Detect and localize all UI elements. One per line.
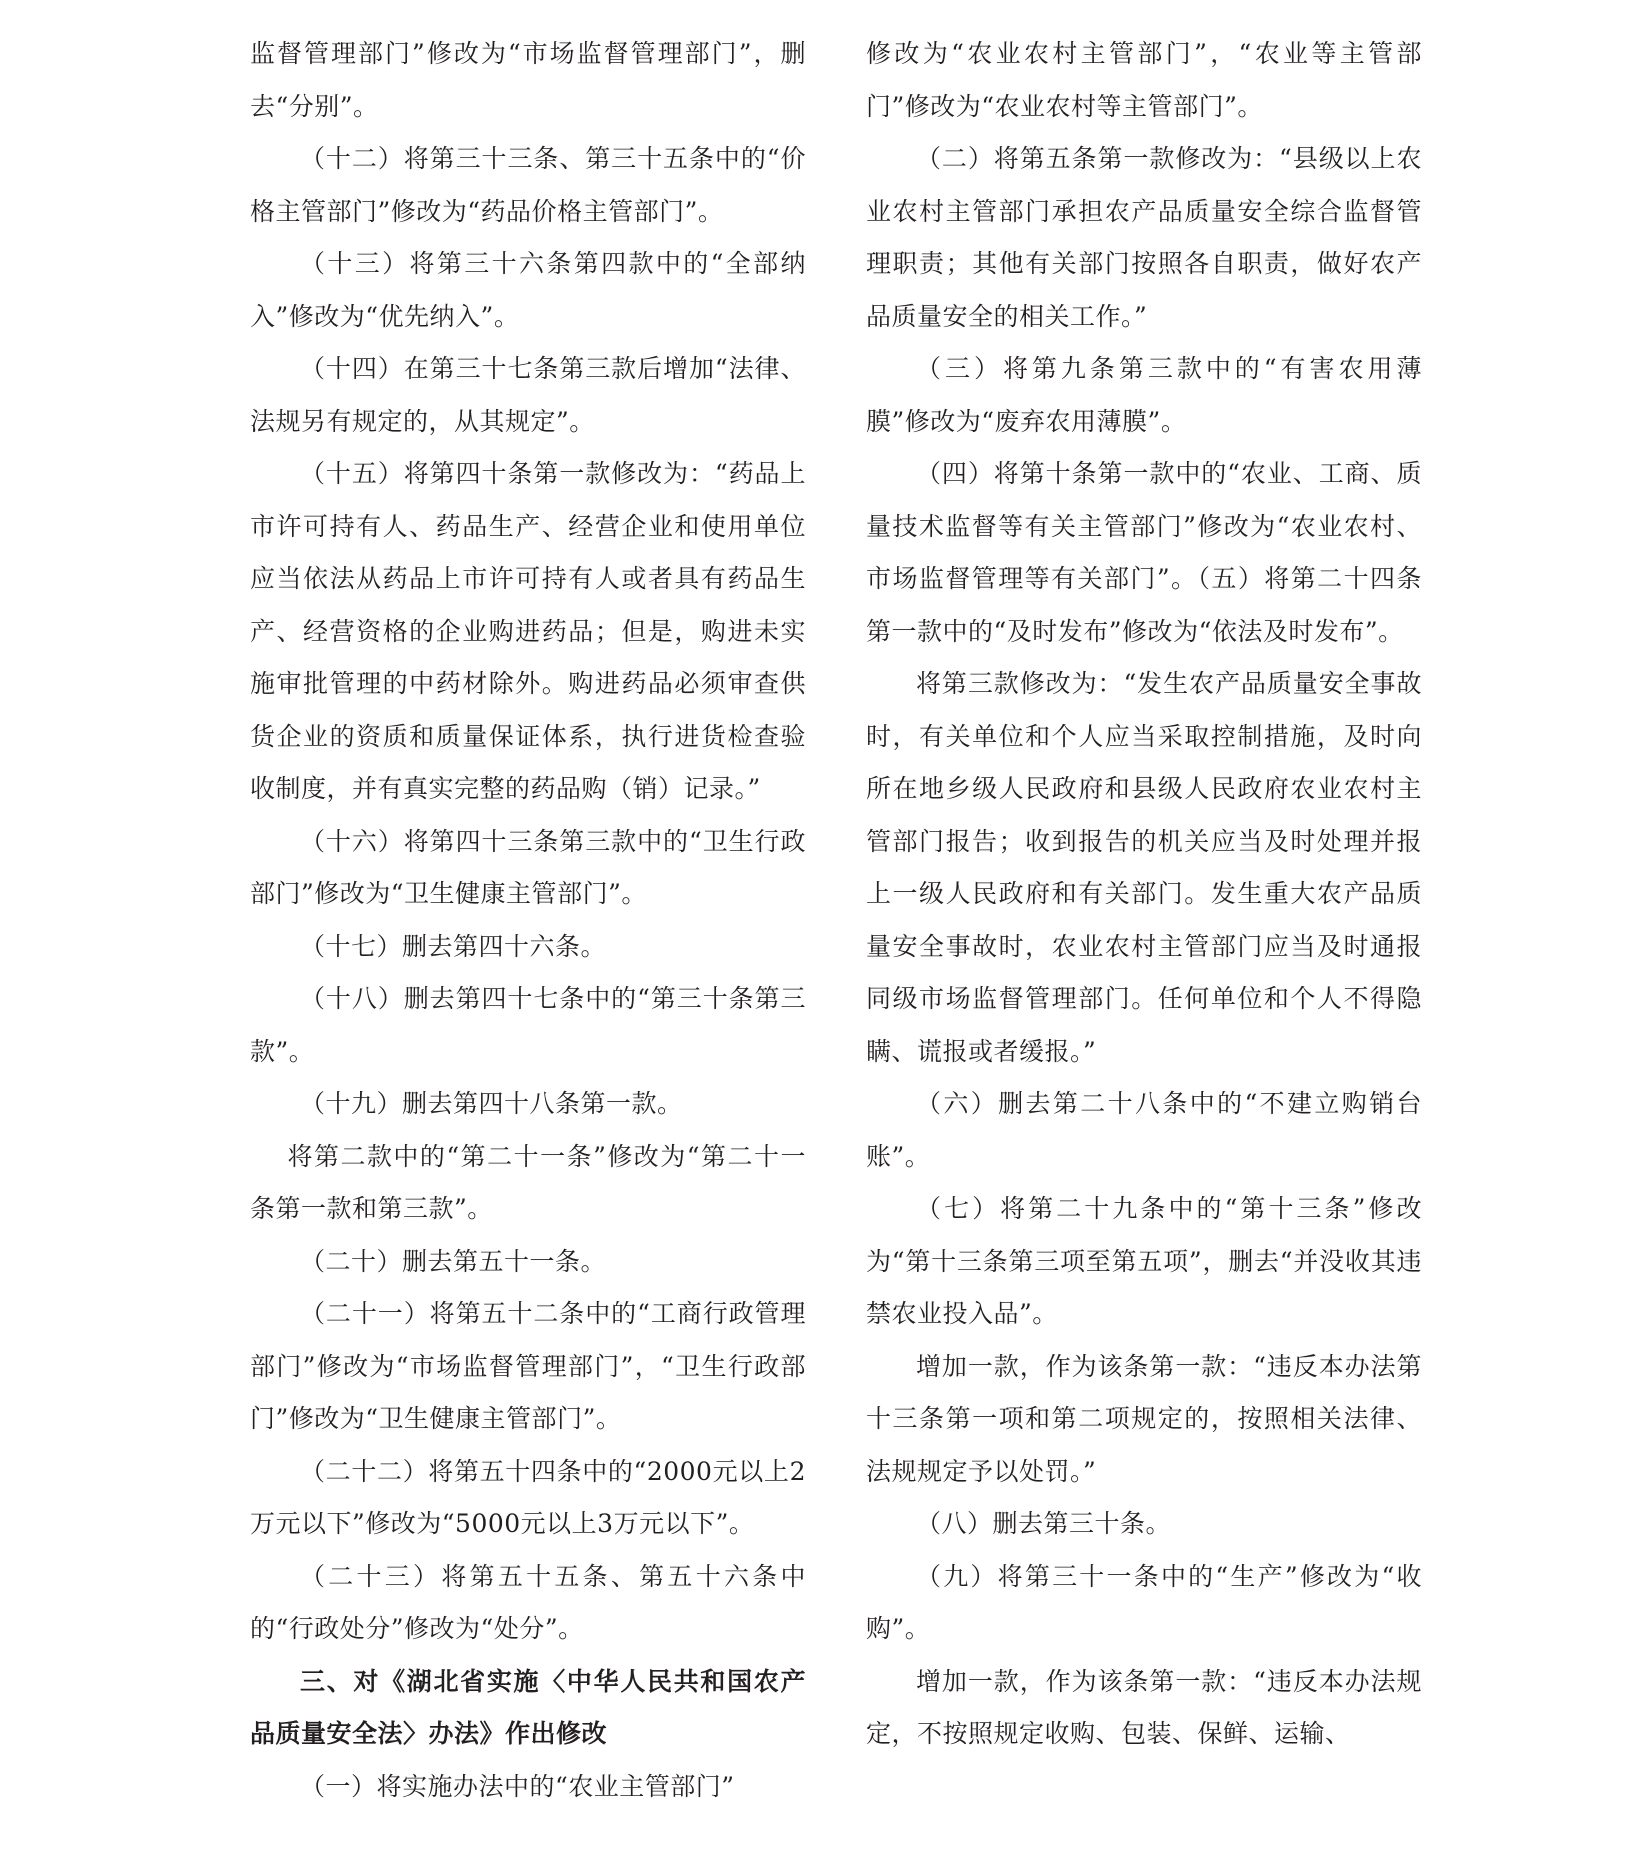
paragraph: 增加一款，作为该条第一款：“违反本办法第十三条第一项和第二项规定的，按照相关法律、法规规定予以处罚。” bbox=[866, 1351, 1422, 1486]
paragraph: （三）将第九条第三款中的“有害农用薄膜”修改为“废弃农用薄膜”。 bbox=[866, 354, 1422, 436]
paragraph: （六）删去第二十八条中的“不建立购销台账”。 bbox=[866, 1089, 1422, 1171]
paragraph: （二十一）将第五十二条中的“工商行政管理部门”修改为“市场监督管理部门”，“卫生行政部门”修改为“卫生健康主管部门”。 bbox=[250, 1299, 806, 1433]
paragraph: （二十三）将第五十五条、第五十六条中的“行政处分”修改为“处分”。 bbox=[250, 1561, 806, 1643]
section-heading: 三、对《湖北省实施〈中华人民共和国农产品质量安全法〉办法》作出修改 bbox=[250, 1666, 806, 1748]
left-column bbox=[250, 28, 806, 1813]
paragraph: （十六）将第四十三条第三款中的“卫生行政部门”修改为“卫生健康主管部门”。 bbox=[250, 826, 806, 908]
paragraph: （一）将实施办法中的“农业主管部门” bbox=[300, 1771, 735, 1801]
paragraph: 将第二款中的“第二十一条”修改为“第二十一条第一款和第三款”。 bbox=[250, 1141, 806, 1223]
paragraph: （四）将第十条第一款中的“农业、工商、质量技术监督等有关主管部门”修改为“农业农村、市场监督管理等有关部门”。（五）将第二十四条第一款中的“及时发布”修改为“依法及时发布”。 bbox=[866, 459, 1422, 646]
paragraph: （二十二）将第五十四条中的“2000元以上2万元以下”修改为“5000元以上3万元以下”。 bbox=[250, 1456, 806, 1538]
paragraph: 修改为“农业农村主管部门”，“农业等主管部门”修改为“农业农村等主管部门”。 bbox=[866, 39, 1422, 121]
paragraph: （十五）将第四十条第一款修改为：“药品上市许可持有人、药品生产、经营企业和使用单位应当依法从药品上市许可持有人或者具有药品生产、经营资格的企业购进药品；但是，购进未实施审批管理的中药材除外。购进药品必须审查供货企业的资质和质量保证体系，执行进货检查验收制度，并有真实完整的药品购（销）记录。” bbox=[250, 459, 806, 803]
paragraph: 监督管理部门”修改为“市场监督管理部门”，删去“分别”。 bbox=[250, 39, 806, 121]
paragraph: （十九）删去第四十八条第一款。 bbox=[300, 1089, 683, 1118]
paragraph: （二十）删去第五十一条。 bbox=[300, 1246, 607, 1276]
paragraph: （七）将第二十九条中的“第十三条”修改为“第十三条第三项至第五项”，删去“并没收其违禁农业投入品”。 bbox=[866, 1194, 1422, 1328]
right-column bbox=[866, 28, 1422, 1761]
paragraph: （九）将第三十一条中的“生产”修改为“收购”。 bbox=[866, 1561, 1422, 1643]
paragraph: （二）将第五条第一款修改为：“县级以上农业农村主管部门承担农产品质量安全综合监督管理职责；其他有关部门按照各自职责，做好农产品质量安全的相关工作。” bbox=[866, 144, 1422, 331]
paragraph: （十八）删去第四十七条中的“第三十条第三款”。 bbox=[250, 984, 806, 1066]
paragraph: 将第三款修改为：“发生农产品质量安全事故时，有关单位和个人应当采取控制措施，及时向所在地乡级人民政府和县级人民政府农业农村主管部门报告；收到报告的机关应当及时处理并报上一级人民政府和有关部门。发生重大农产品质量安全事故时，农业农村主管部门应当及时通报同级市场监督管理部门。任何单位和个人不得隐瞒、谎报或者缓报。” bbox=[866, 669, 1422, 1066]
paragraph: （十四）在第三十七条第三款后增加“法律、法规另有规定的，从其规定”。 bbox=[250, 354, 806, 436]
paragraph: （十七）删去第四十六条。 bbox=[300, 931, 607, 961]
paragraph: （十三）将第三十六条第四款中的“全部纳入”修改为“优先纳入”。 bbox=[250, 249, 806, 331]
paragraph: 增加一款，作为该条第一款：“违反本办法规定，不按照规定收购、包装、保鲜、运输、 bbox=[866, 1666, 1422, 1748]
paragraph: （十二）将第三十三条、第三十五条中的“价格主管部门”修改为“药品价格主管部门”。 bbox=[250, 144, 806, 226]
paragraph: （八）删去第三十条。 bbox=[916, 1509, 1172, 1538]
